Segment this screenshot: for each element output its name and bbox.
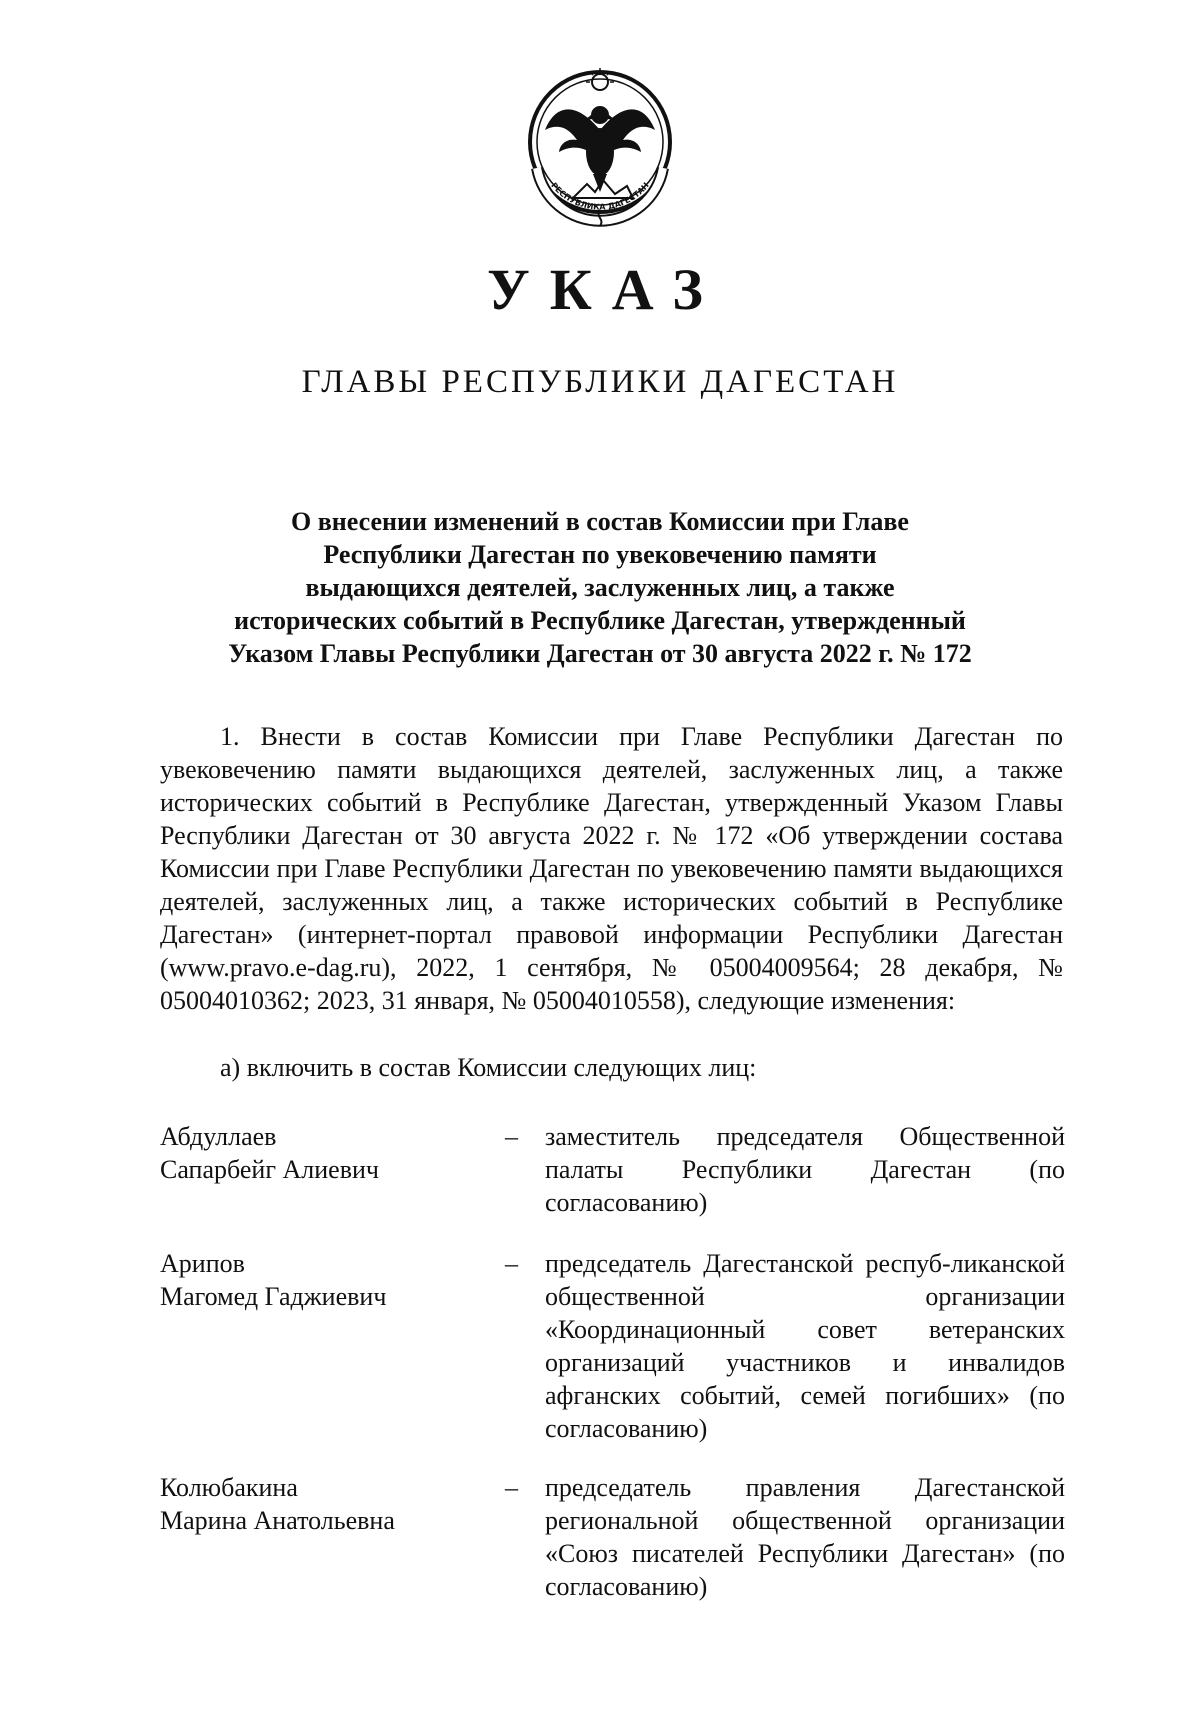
eagle-emblem-icon	[515, 60, 685, 230]
heading-line: О внесении изменений в состав Комиссии при Главе	[291, 507, 909, 536]
member-given-names: Магомед Гаджиевич	[160, 1282, 387, 1311]
decree-body	[160, 720, 1063, 1017]
heading-line: выдающихся деятелей, заслуженных лиц, а также	[305, 573, 895, 602]
member-surname: Абдуллаев	[160, 1122, 277, 1151]
member-surname: Арипов	[160, 1249, 245, 1278]
member-surname: Колюбакина	[160, 1473, 298, 1502]
decree-heading	[150, 505, 1050, 670]
member-given-names: Сапарбейг Алиевич	[160, 1155, 379, 1184]
member-name	[160, 1471, 480, 1537]
member-name	[160, 1247, 480, 1313]
document-subtitle: ГЛАВЫ РЕСПУБЛИКИ ДАГЕСТАН	[301, 364, 899, 400]
member-position: заместитель председателя Общественной палаты Республики Дагестан (по согласованию)	[545, 1122, 1065, 1217]
member-dash: –	[505, 1122, 518, 1151]
emblem-ribbon-text: РЕСПУБЛИКА ДАГЕСТАН	[549, 180, 651, 212]
heading-line: исторических событий в Республике Дагестан, утвержденный	[234, 606, 966, 635]
member-name	[160, 1120, 480, 1186]
heading-line: Республики Дагестан по увековечению памяти	[323, 540, 877, 569]
member-position: председатель Дагестанской респуб-ликанской общественной организации «Координационный совет ветеранских организаций участников и инвалидов афганских событий, семей погибших» (по согласованию)	[545, 1249, 1065, 1443]
heading-line: Указом Главы Республики Дагестан от 30 августа 2022 г. № 172	[228, 639, 972, 668]
paragraph-1: 1. Внести в состав Комиссии при Главе Республики Дагестан по увековечению памяти выдающихся деятелей, заслуженных лиц, а также исторических событий в Республике Дагестан, утвержденный Указом Главы Республики Дагестан от 30 августа 2022 г. № 172 «Об утверждении состава Комиссии при Главе Республики Дагестан по увековечению памяти выдающихся деятелей, заслуженных лиц, а также исторических событий в Республике Дагестан» (интернет-портал правовой информации Республики Дагестан (www.pravo.e-dag.ru), 2022, 1 сентября, № 05004009564; 28 декабря, № 05004010362; 2023, 31 января, № 05004010558), следующие изменения:	[160, 722, 1063, 1015]
member-dash: –	[505, 1473, 518, 1502]
member-dash: –	[505, 1249, 518, 1278]
subparagraph-a: а) включить в состав Комиссии следующих лиц:	[220, 1053, 757, 1082]
document-title: УКАЗ	[487, 257, 723, 322]
coat-of-arms-emblem	[515, 60, 685, 230]
member-given-names: Марина Анатольевна	[160, 1506, 395, 1535]
member-position: председатель правления Дагестанской региональной общественной организации «Союз писателей Республики Дагестан» (по согласованию)	[545, 1473, 1065, 1601]
